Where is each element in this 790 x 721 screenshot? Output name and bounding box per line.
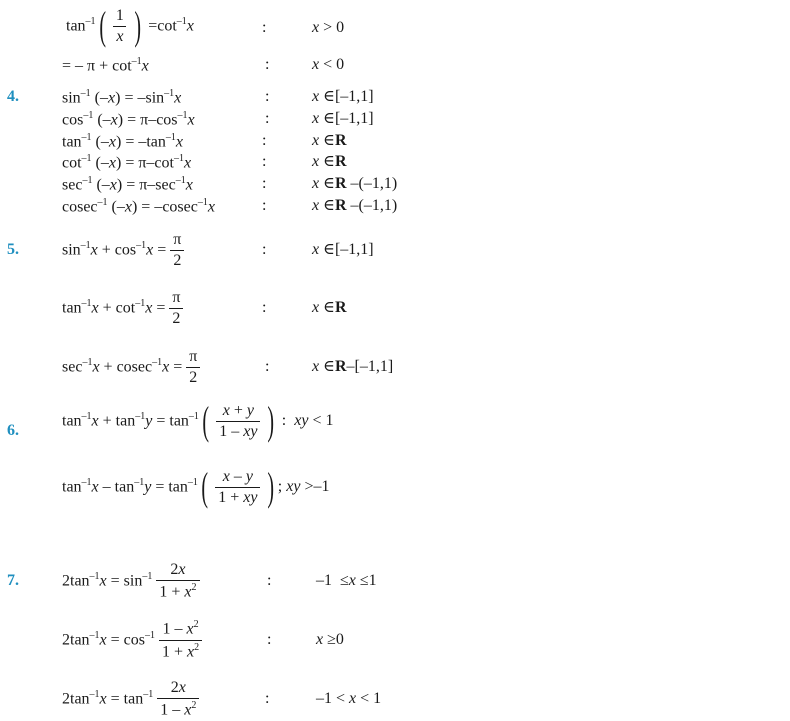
colon: : xyxy=(267,631,272,648)
identity-row-9: $\tan^{-1}x + \cot^{-1}x$ = $\frac{\pi}{2}$ xyxy=(62,286,187,330)
colon: : xyxy=(262,197,267,214)
condition: x ∈[–1,1] xyxy=(312,110,374,127)
fraction: $\frac{\pi}{2}$ xyxy=(169,290,183,327)
identity-row-14: $2\tan^{-1}x = \cos^{-1}$ $\frac{1 - x^2}{1 + x^2}$ xyxy=(62,618,206,662)
paren-group: ( $\frac{x + y}{1 - xy}$ ) xyxy=(202,398,275,443)
colon: : xyxy=(265,110,270,127)
condition: –1 ≤x ≤1 xyxy=(316,572,377,589)
fraction: $\frac{\pi}{2}$ xyxy=(170,232,184,269)
section-number: 5. xyxy=(7,241,19,258)
fraction: $\frac{2x}{1 + x^2}$ xyxy=(156,562,199,600)
colon: : xyxy=(265,56,270,73)
fraction: $\frac{x - y}{1 + xy}$ xyxy=(215,469,260,506)
section-number: 7. xyxy=(7,572,19,589)
colon: : xyxy=(262,175,267,192)
paren-group: ( $\frac{1}{x}$ ) xyxy=(98,3,141,48)
condition: x ∈R –(–1,1) xyxy=(312,197,398,214)
condition: x ∈R xyxy=(312,299,347,316)
identity-row-3: $\cos^{-1} (-x) = \pi-\cos^{-1}x$ xyxy=(62,110,195,129)
fraction: $\frac{2x}{1 - x^2}$ xyxy=(157,680,199,718)
identity-row-0 xyxy=(66,3,194,48)
fraction: $\frac{x + y}{1 - xy}$ xyxy=(216,403,260,440)
identity-row-8: $\sin^{-1}x + \cos^{-1}x$ = $\frac{\pi}{2}$ xyxy=(62,228,188,272)
condition: x ∈R –(–1,1) xyxy=(312,175,398,192)
colon: : xyxy=(265,88,270,105)
identity-row-7: cosec$^{-1}$ (–x) = –cosec$^{-1}$x xyxy=(62,197,215,216)
identity-row-15: $2\tan^{-1}x = \tan^{-1}$ $\frac{2x}{1 - x^2}$ xyxy=(62,677,203,721)
identity-row-13: $2\tan^{-1}x = \sin^{-1}$ $\frac{2x}{1 + x^2}$ xyxy=(62,559,204,603)
identity-row-5: $\cot^{-1} (-x) = \pi-\cot^{-1}x$ xyxy=(62,153,192,172)
condition: x ∈R xyxy=(312,153,347,170)
identity-row-10: $\sec^{-1}x + cosec^{-1}x$ = $\frac{\pi}{2}$ xyxy=(62,345,204,389)
expr-text: $\tan^{-1}$ xyxy=(66,16,96,35)
fraction: $\frac{\pi}{2}$ xyxy=(186,349,200,386)
colon: : xyxy=(262,19,267,36)
condition: x ≥0 xyxy=(316,631,344,648)
identity-row-12: $\tan^{-1}x - \tan^{-1}y = \tan^{-1}$ ( $\frac{x - y}{1 + xy}$ ) ; xy >–1 xyxy=(62,464,330,509)
fraction: $\frac{1}{x}$ xyxy=(113,8,127,45)
section-number: 6. xyxy=(7,422,19,439)
colon: : xyxy=(262,132,267,149)
condition: x ∈[–1,1] xyxy=(312,241,374,258)
colon: : xyxy=(265,690,270,707)
colon: : xyxy=(267,572,272,589)
colon: : xyxy=(265,358,270,375)
identity-row-4: $\tan^{-1} (-x) = -\tan^{-1}x$ xyxy=(62,132,183,151)
identity-row-6: $\sec^{-1} (-x) = \pi-\sec^{-1}x$ xyxy=(62,175,193,194)
expr-text: $=\cot^{-1}x$ xyxy=(144,16,194,35)
condition: –1 < x < 1 xyxy=(316,690,382,707)
identity-row-2: $\sin^{-1} (-x) = -\sin^{-1}x$ xyxy=(62,88,182,107)
paren-group: ( $\frac{x - y}{1 + xy}$ ) xyxy=(201,464,275,509)
condition: x > 0 xyxy=(312,19,345,36)
colon: : xyxy=(262,299,267,316)
fraction: $\frac{1 - x^2}{1 + x^2}$ xyxy=(159,620,202,660)
identity-row-11: $\tan^{-1}x + \tan^{-1}y = \tan^{-1}$ ( $\frac{x + y}{1 - xy}$ ) : xy < 1 xyxy=(62,398,334,443)
condition: x ∈[–1,1] xyxy=(312,88,374,105)
condition: x < 0 xyxy=(312,56,345,73)
condition: x ∈R xyxy=(312,132,347,149)
section-number: 4. xyxy=(7,88,19,105)
identity-row-1: = – $\pi + \cot^{-1}x$ xyxy=(62,56,149,75)
colon: : xyxy=(262,241,267,258)
colon: : xyxy=(262,153,267,170)
condition: x ∈R–[–1,1] xyxy=(312,358,394,375)
